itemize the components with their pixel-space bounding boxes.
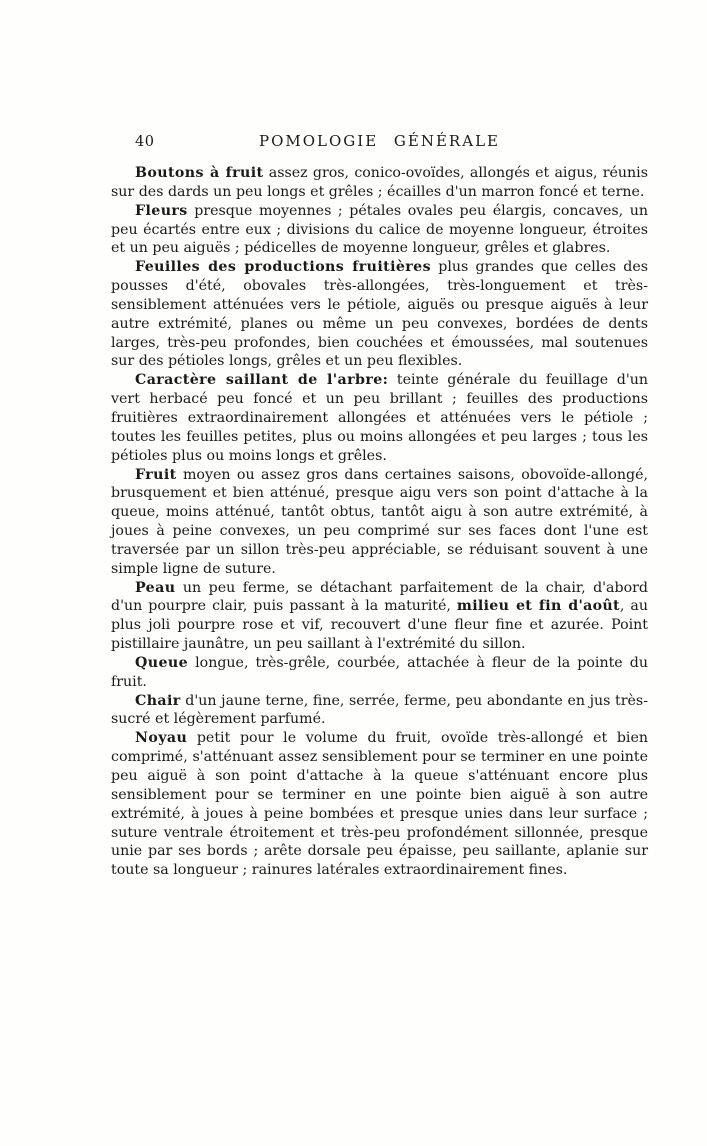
page-body-text bbox=[111, 164, 648, 880]
paragraph-lead-word: Fleurs bbox=[135, 202, 188, 219]
paragraph-lead-word: Queue bbox=[135, 654, 189, 671]
paragraph-text: teinte générale du feuillage d'un vert herbacé peu foncé et un peu brillant ; feuilles des productions fruitières extraordinairement allongées et atténuées vers le pétiole ; toutes les feuilles petites, plus ou moins allongées et peu larges ; tous les pétioles plus ou moins longs et grêles. bbox=[111, 372, 649, 464]
paragraph-lead-word: Caractère saillant de l'arbre: bbox=[135, 372, 389, 389]
paragraph-fruit bbox=[111, 466, 648, 579]
paragraph-lead-word: Feuilles des productions fruitières bbox=[135, 259, 431, 276]
paragraph-text: moyen ou assez gros dans certaines saisons, obovoïde-allongé, brusquement et bien atténué, presque aigu vers son point d'attache à la queue, moins atténué, tantôt obtus, tantôt aigu à son autre extrémité, à joues à peine convexes, un peu comprimé sur ses faces dont l'une est traversée par un sillon très-peu appréciable, se réduisant souvent à une simple ligne de suture. bbox=[111, 466, 648, 577]
paragraph-text: presque moyennes ; pétales ovales peu élargis, concaves, un peu écartés entre eux ; divisions du calice de moyenne longueur, étroites et un peu aiguës ; pédicelles de moyenne longueur, grêles et glabres. bbox=[111, 202, 648, 257]
paragraph-text: un peu ferme, se détachant parfaitement de la chair, d'abord d'un pourpre clair, puis passant à la maturité, bbox=[111, 579, 648, 615]
paragraph-lead-word: Chair bbox=[135, 692, 181, 709]
paragraph-queue bbox=[111, 654, 648, 692]
paragraph-text: longue, très-grêle, courbée, attachée à fleur de la pointe du fruit. bbox=[111, 654, 648, 690]
paragraph-text: petit pour le volume du fruit, ovoïde très-allongé et bien comprimé, s'atténuant assez sensiblement pour se terminer en une pointe peu aiguë à son point d'attache à la queue s'atténuant encore plus sensiblement pour se terminer en une pointe bien aiguë à son autre extrémité, à joues à peine bombées et presque unies dans leur surface ; suture ventrale étroitement et très-peu profondément sillonnée, presque unie par ses bords ; arête dorsale peu épaisse, peu saillante, aplanie sur toute sa longueur ; rainures latérales extraordinairement fines. bbox=[111, 730, 648, 879]
page-number: 40 bbox=[135, 134, 155, 150]
paragraph-text: , au plus joli pourpre rose et vif, recouvert d'une fleur fine et azurée. Point pistillaire jaunâtre, un peu saillant à l'extrémité du sillon. bbox=[111, 598, 649, 653]
paragraph-lead-word: Noyau bbox=[135, 730, 188, 747]
paragraph-lead-word: Boutons à fruit bbox=[135, 165, 264, 181]
paragraph-text: assez gros, conico-ovoïdes, allongés et aigus, réunis sur des dards un peu longs et grêles ; écailles d'un marron foncé et terne. bbox=[111, 165, 648, 200]
paragraph-lead-word: milieu et fin d'août bbox=[456, 598, 620, 615]
paragraph-lead-word: Peau bbox=[135, 579, 176, 596]
paragraph-caractere-saillant-de-l-arbre bbox=[111, 371, 648, 465]
paragraph-peau bbox=[111, 579, 648, 654]
paragraph-feuilles-des-productions-fruitieres bbox=[111, 258, 648, 371]
paragraph-text: plus grandes que celles des pousses d'été, obovales très-allongées, très-longuement et très-sensiblement atténuées vers le pétiole, aiguës ou presque aiguës à leur autre extrémité, planes ou même un peu convexes, bordées de dents larges, très-peu profondes, bien couchées et émoussées, mal soutenues sur des pétioles longs, grêles et un peu flexibles. bbox=[111, 259, 648, 370]
paragraph-chair bbox=[111, 692, 648, 730]
running-title: POMOLOGIE GÉNÉRALE bbox=[259, 132, 500, 150]
paragraph-text: d'un jaune terne, fine, serrée, ferme, peu abondante en jus très-sucré et légèrement parfumé. bbox=[111, 692, 648, 728]
paragraph-fleurs bbox=[111, 202, 648, 259]
paragraph-noyau bbox=[111, 729, 648, 880]
page-header bbox=[111, 132, 648, 156]
paragraph-lead-word: Fruit bbox=[135, 466, 177, 483]
paragraph-boutons-a-fruit bbox=[111, 164, 648, 202]
